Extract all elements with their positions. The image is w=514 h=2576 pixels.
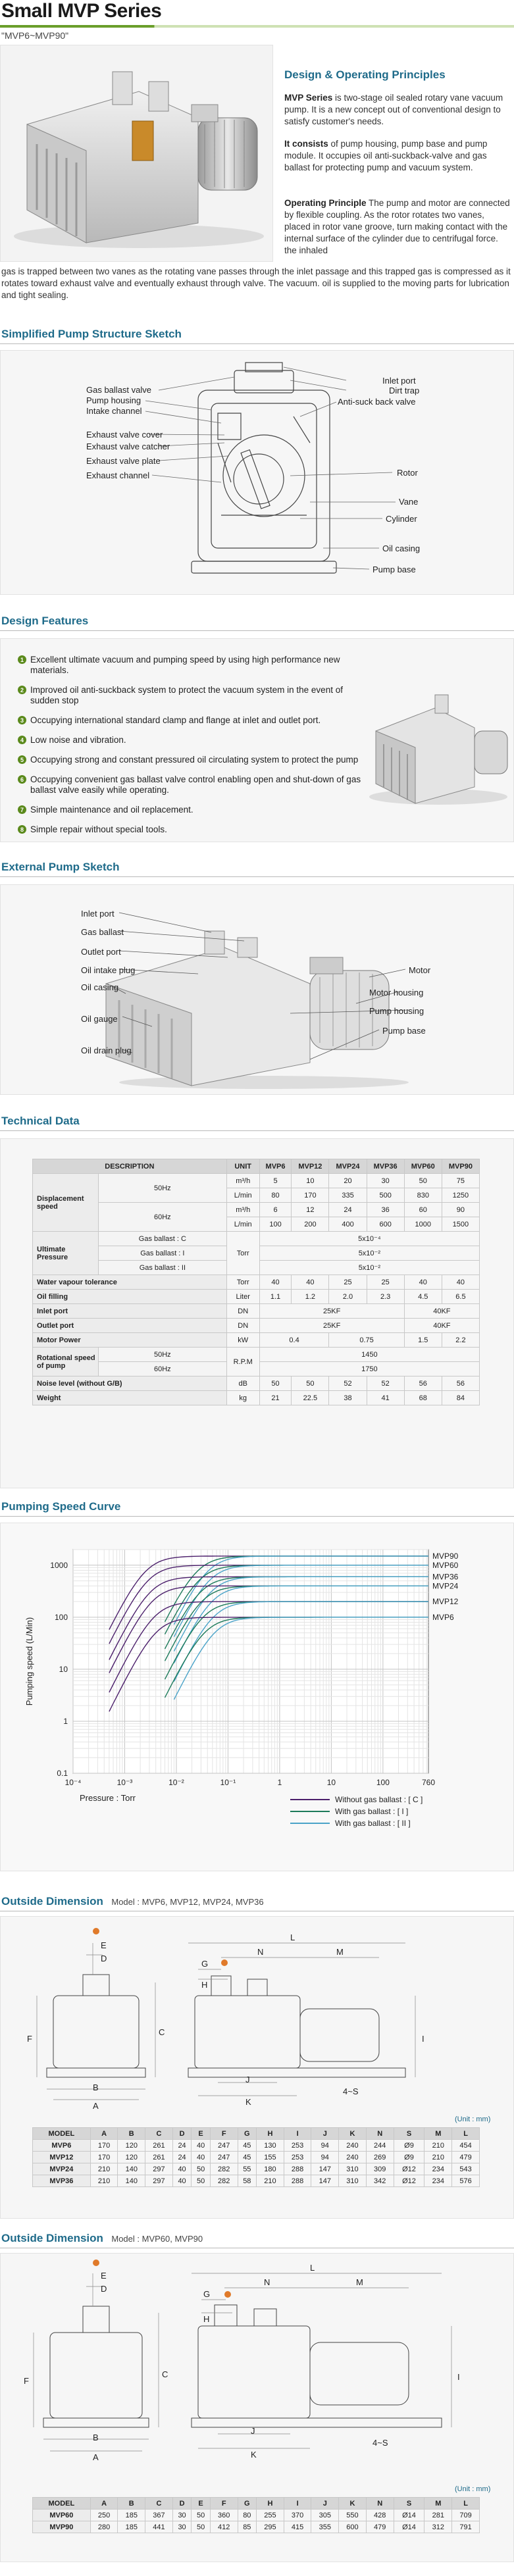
table-row: Weight kg 21 22.5 38 41 68 84 <box>33 1391 480 1405</box>
pumping-speed-chart <box>1 1523 514 1872</box>
series-label-mvp36: MVP36 <box>432 1572 459 1582</box>
dim-letter-h: H <box>201 1980 208 1990</box>
design-heading: Design & Operating Principles <box>284 68 446 81</box>
dim-letter-b: B <box>93 2433 99 2442</box>
y-axis-label: Pumping speed (L/Min) <box>24 1617 34 1706</box>
series-label-mvp24: MVP24 <box>432 1581 459 1591</box>
label-inlet-port: Inlet port <box>382 376 416 386</box>
curve-panel <box>0 1523 514 1871</box>
x-tick-label: 10⁻³ <box>116 1778 133 1787</box>
dim-letter-a: A <box>93 2101 99 2111</box>
features-heading: Design Features <box>1 615 89 627</box>
label-oil-casing: Oil casing <box>81 982 119 992</box>
table-row: MVP12 170 120 261 24 40 247 45 155 253 94 240 269 Ø9 210 479 <box>33 2152 480 2163</box>
table-row: 60Hz 1750 <box>33 1362 480 1376</box>
dim-letter-n: N <box>264 2277 270 2287</box>
dim1-drawing <box>1 1917 514 2114</box>
label-intake-channel: Intake channel <box>86 406 142 416</box>
dim1-model: Model : MVP6, MVP12, MVP24, MVP36 <box>111 1897 264 1907</box>
label-oil-gauge: Oil gauge <box>81 1014 118 1024</box>
label-pump-base: Pump base <box>382 1026 426 1036</box>
structure-sketch <box>0 350 514 595</box>
x-tick-label: 760 <box>421 1778 436 1787</box>
dim-letter-h: H <box>203 2314 210 2324</box>
table-row: L/min 100 200 400 600 1000 1500 <box>33 1217 480 1232</box>
dim-letter-l: L <box>310 2263 315 2273</box>
dim-letter-n: N <box>257 1947 264 1957</box>
tech-panel <box>0 1138 514 1488</box>
label-oil-intake-plug: Oil intake plug <box>81 965 136 975</box>
list-item: 2 Improved oil anti-suckback system to protect the vacuum system in the event of sudden stop <box>18 685 373 706</box>
page-title: Small MVP Series <box>1 0 162 22</box>
label-dirt-trap: Dirt trap <box>389 386 420 395</box>
label-gas-ballast: Gas ballast <box>81 927 124 937</box>
dim1-panel <box>0 1916 514 2219</box>
dim-letter-i: I <box>457 2372 460 2382</box>
design-paragraph-2: It consists of pump housing, pump base and pump module. It occupies oil anti-suckback-valve and gas ballast for protecting pump and vacuum system. <box>284 139 488 172</box>
page-subtitle: "MVP6~MVP90" <box>1 30 69 41</box>
title-underline <box>0 25 514 28</box>
label-rotor: Rotor <box>397 468 418 478</box>
section-divider <box>0 1516 514 1517</box>
label-pump-base: Pump base <box>373 565 416 574</box>
label-exhaust-valve-plate: Exhaust valve plate <box>86 456 161 466</box>
label-motor: Motor <box>409 965 431 975</box>
list-item: 5 Occupying strong and constant pressured oil circulating system to protect the pump <box>18 755 373 765</box>
external-sketch <box>0 884 514 1095</box>
section-divider <box>0 343 514 344</box>
label-oil-casing: Oil casing <box>382 543 421 553</box>
list-item: 3 Occupying international standard clamp and flange at inlet and outlet port. <box>18 715 373 726</box>
dim1-table: MODEL A B C D E F G H I J K N S M L MVP6 170 120 261 24 40 247 45 130 253 94 240 244 Ø9 210 454 MVP12 170 120 261 24 40 247 45 155 253 94 240 269 Ø9 210 479 MVP24 210 140 297 40 50 282 55 180 288 147 310 309 Ø12 234 543 MVP36 210 140 297 40 50 282 58 210 288 147 310 342 Ø12 234 576 <box>32 2127 480 2187</box>
x-tick-label: 100 <box>376 1778 390 1787</box>
table-row: MVP24 210 140 297 40 50 282 55 180 288 147 310 309 Ø12 234 543 <box>33 2163 480 2175</box>
table-row: L/min 80 170 335 500 830 1250 <box>33 1188 480 1203</box>
dim-letter-s: 4~S <box>343 2086 359 2096</box>
list-item: 4 Low noise and vibration. <box>18 735 373 745</box>
dim-letter-j: J <box>251 2426 255 2436</box>
tech-heading: Technical Data <box>1 1115 80 1127</box>
section-divider <box>0 1130 514 1131</box>
dim2-table: MODEL A B C D E F G H I J K N S M L MVP60 250 185 367 30 50 360 80 255 370 305 550 428 Ø14 281 709 MVP90 280 185 441 30 50 412 85 295 415 355 600 479 Ø14 312 791 <box>32 2497 480 2533</box>
structure-heading: Simplified Pump Structure Sketch <box>1 328 182 340</box>
dim-letter-m: M <box>336 1947 344 1957</box>
table-row: Rotational speed of pump 50Hz R.P.M 1450 <box>33 1348 480 1362</box>
series-label-mvp12: MVP12 <box>432 1597 459 1607</box>
series-label-mvp6: MVP6 <box>432 1612 454 1622</box>
table-row: Outlet port DN 25KF 40KF <box>33 1319 480 1333</box>
dim-letter-f: F <box>24 2376 29 2386</box>
label-outlet-port: Outlet port <box>81 947 121 957</box>
label-oil-drain-plug: Oil drain plug <box>81 1046 132 1055</box>
section-divider <box>0 876 514 877</box>
table-row: MVP36 210 140 297 40 50 282 58 210 288 147 310 342 Ø12 234 576 <box>33 2175 480 2187</box>
table-row: Motor Power kW 0.4 0.75 1.5 2.2 <box>33 1333 480 1348</box>
design-paragraph-3: Operating Principle The pump and motor are connected by flexible coupling. As the rotor rotates two vanes, placed in rotor vane groove, turn making contact with the internal surface of the cylinder due to centrifugal force. the inhaled <box>284 198 510 255</box>
x-axis-label: Pressure : Torr <box>80 1793 136 1803</box>
curve-heading: Pumping Speed Curve <box>1 1500 121 1513</box>
external-heading: External Pump Sketch <box>1 861 120 873</box>
features-pump-photo <box>363 678 511 810</box>
features-panel <box>0 638 514 842</box>
table-row: Noise level (without G/B) dB 50 50 52 52 56 56 <box>33 1376 480 1391</box>
legend-label: Without gas ballast : [ C ] <box>335 1795 423 1804</box>
y-tick-label: 1000 <box>50 1560 68 1570</box>
dim2-heading: Outside Dimension <box>1 2232 103 2244</box>
table-row: MVP90 280 185 441 30 50 412 85 295 415 355 600 479 Ø14 312 791 <box>33 2521 480 2533</box>
label-inlet-port: Inlet port <box>81 909 115 919</box>
dim-letter-d: D <box>101 1954 107 1963</box>
legend-label: With gas ballast : [ II ] <box>335 1819 411 1828</box>
dim2-unit: (Unit : mm) <box>455 2485 491 2493</box>
label-exhaust-valve-catcher: Exhaust valve catcher <box>86 442 170 451</box>
label-anti-suck-back-valve: Anti-suck back valve <box>338 397 416 407</box>
dim-letter-i: I <box>422 2034 424 2044</box>
table-row: Ultimate Pressure Gas ballast : C Torr 5x10⁻⁴ <box>33 1232 480 1246</box>
list-item: 7 Simple maintenance and oil replacement. <box>18 805 373 815</box>
table-row: MVP60 250 185 367 30 50 360 80 255 370 305 550 428 Ø14 281 709 <box>33 2510 480 2521</box>
x-tick-label: 10⁻¹ <box>220 1778 236 1787</box>
dim-letter-g: G <box>201 1959 209 1969</box>
dim-letter-f: F <box>27 2034 32 2044</box>
label-exhaust-valve-cover: Exhaust valve cover <box>86 430 163 440</box>
y-tick-label: 1 <box>63 1716 68 1726</box>
label-pump-housing: Pump housing <box>369 1006 424 1016</box>
dim-letter-a: A <box>93 2452 99 2462</box>
dim-letter-j: J <box>245 2075 250 2084</box>
dim-letter-g: G <box>203 2289 211 2299</box>
features-list <box>18 655 373 844</box>
dim-letter-l: L <box>290 1932 296 1942</box>
label-exhaust-channel: Exhaust channel <box>86 470 150 480</box>
table-row: MVP6 170 120 261 24 40 247 45 130 253 94 240 244 Ø9 210 454 <box>33 2140 480 2152</box>
x-tick-label: 10⁻⁴ <box>64 1778 82 1787</box>
label-gas-ballast-valve: Gas ballast valve <box>86 385 151 395</box>
list-item: 8 Simple repair without special tools. <box>18 824 373 835</box>
label-vane: Vane <box>399 497 419 507</box>
dim-letter-e: E <box>101 2271 107 2281</box>
dim-letter-s: 4~S <box>373 2438 388 2448</box>
dim-letter-b: B <box>93 2083 99 2092</box>
series-label-mvp60: MVP60 <box>432 1560 459 1570</box>
list-item: 6 Occupying convenient gas ballast valve control enabling open and shut-down of gas ballast valve easily while operating. <box>18 774 373 796</box>
table-row: Gas ballast : II 5x10⁻² <box>33 1261 480 1275</box>
product-photo <box>0 45 273 262</box>
dim-letter-d: D <box>101 2284 107 2294</box>
table-row: Oil filling Liter 1.1 1.2 2.0 2.3 4.5 6.5 <box>33 1290 480 1304</box>
dim2-heading-row <box>1 2232 203 2245</box>
table-row: Inlet port DN 25KF 40KF <box>33 1304 480 1319</box>
table-row: Water vapour tolerance Torr 40 40 25 25 40 40 <box>33 1275 480 1290</box>
x-tick-label: 10 <box>326 1778 336 1787</box>
dim2-panel <box>0 2253 514 2562</box>
dim1-heading-row <box>1 1895 264 1908</box>
list-item: 1 Excellent ultimate vacuum and pumping speed by using high performance new materials. <box>18 655 373 676</box>
label-pump-housing: Pump housing <box>86 395 141 405</box>
dim2-model: Model : MVP60, MVP90 <box>111 2234 203 2244</box>
label-cylinder: Cylinder <box>386 514 417 524</box>
table-row: Gas ballast : I 5x10⁻² <box>33 1246 480 1261</box>
y-tick-label: 10 <box>59 1664 68 1674</box>
x-tick-label: 10⁻² <box>168 1778 184 1787</box>
legend-label: With gas ballast : [ I ] <box>335 1807 409 1816</box>
table-row: 60Hz m³/h 6 12 24 36 60 90 <box>33 1203 480 1217</box>
dim-letter-m: M <box>356 2277 363 2287</box>
dim2-drawing <box>1 2254 514 2471</box>
dim-letter-k: K <box>251 2450 257 2460</box>
section-divider <box>0 630 514 631</box>
dim1-unit: (Unit : mm) <box>455 2115 491 2123</box>
table-row: Displacement speed 50Hz m³/h 5 10 20 30 50 75 <box>33 1174 480 1188</box>
tech-table: DESCRIPTION UNIT MVP6 MVP12 MVP24 MVP36 MVP60 MVP90 Displacement speed 50Hz m³/h 5 10 20 30 50 75 L/min 80 170 335 500 830 1250 60Hz m³/h 6 12 24 36 60 90 L/min 100 200 400 600 1000 1500 Ultimate Pressure Gas ballast : C Torr 5x10⁻⁴ Gas ballast : I 5x10⁻² Gas ballast : II 5x10⁻² Water vapour tolerance Torr 40 40 25 25 40 40 Oil filling Liter 1.1 1.2 2.0 2.3 4.5 6.5 Inlet port DN 25KF 40KF Outlet port DN 25KF 40KF Motor Power kW 0.4 0.75 1.5 2.2 Rotational speed of pump 50Hz R.P.M 1450 60Hz 1750 Noise level (without G/B) dB 50 50 52 52 56 56 Weight kg 21 22.5 38 41 68 84 <box>32 1159 480 1405</box>
dim1-heading: Outside Dimension <box>1 1895 103 1907</box>
x-tick-label: 1 <box>277 1778 282 1787</box>
y-tick-label: 100 <box>54 1612 68 1622</box>
label-motor-housing: Motor housing <box>369 988 424 998</box>
dim-letter-e: E <box>101 1940 107 1950</box>
series-label-mvp90: MVP90 <box>432 1551 459 1561</box>
dim-letter-c: C <box>162 2369 168 2379</box>
dim-letter-k: K <box>245 2097 251 2107</box>
design-paragraph-1: MVP Series is two-stage oil sealed rotary vane vacuum pump. It is a new concept out of conventional design to satisfy customer's needs. <box>284 93 503 126</box>
dim-letter-c: C <box>159 2027 165 2037</box>
design-paragraph-3-continued: gas is trapped between two vanes as the rotating vane passes through the inlet passage and this trapped gas is compressed as it rotates toward exhaust valve and eventually exhaust through valve. The vacuum. oil is supplied to the moving parts for lubrication and tight sealing. <box>1 266 511 300</box>
y-tick-label: 0.1 <box>57 1769 68 1778</box>
